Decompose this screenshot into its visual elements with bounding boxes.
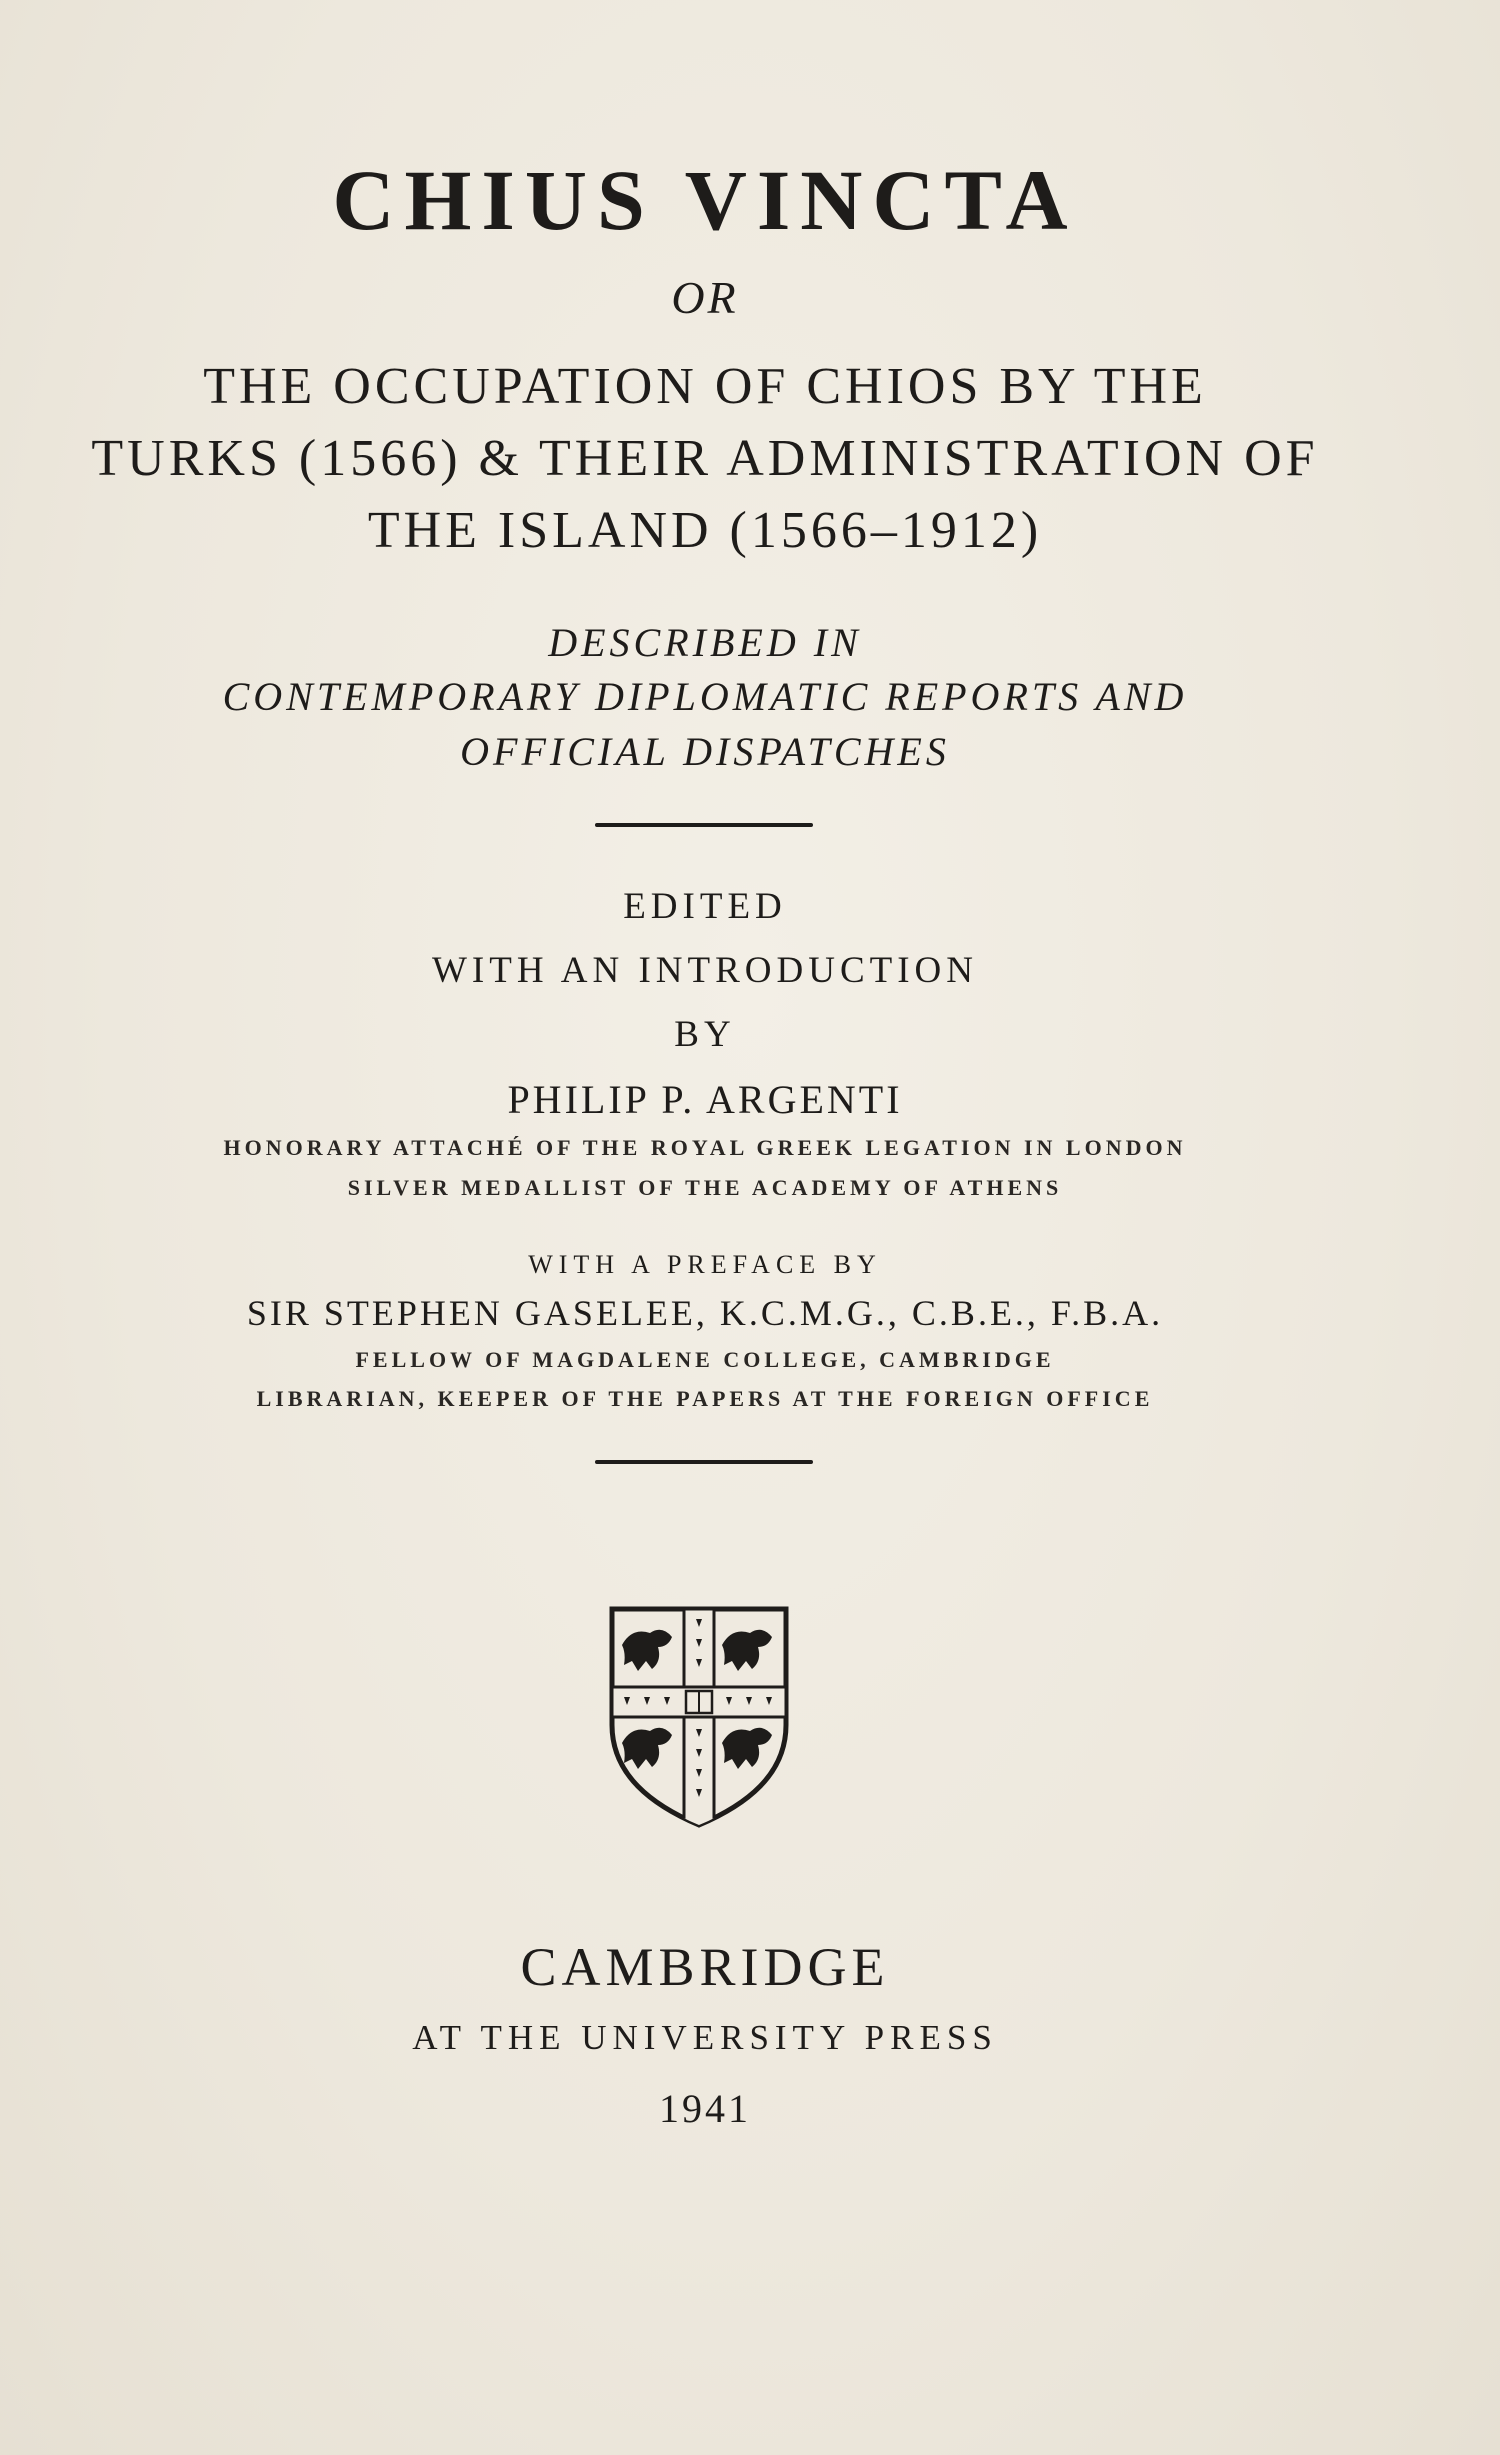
edited-label: EDITED bbox=[623, 886, 787, 927]
book-title: CHIUS VINCTA bbox=[332, 152, 1078, 248]
university-arms-icon bbox=[606, 1605, 792, 1829]
imprint-press: AT THE UNIVERSITY PRESS bbox=[412, 2018, 998, 2057]
title-conjunction: OR bbox=[671, 272, 739, 323]
editor-affiliation-1: HONORARY ATTACHÉ OF THE ROYAL GREEK LEGATION IN LONDON bbox=[223, 1135, 1187, 1160]
imprint-year: 1941 bbox=[659, 2086, 751, 2131]
preface-label: WITH A PREFACE BY bbox=[528, 1250, 882, 1279]
description-line-3: OFFICIAL DISPATCHES bbox=[460, 729, 950, 774]
subtitle-line-3: THE ISLAND (1566–1912) bbox=[367, 502, 1043, 559]
introduction-label: WITH AN INTRODUCTION bbox=[432, 950, 978, 991]
ornamental-rule-top bbox=[595, 823, 813, 827]
preface-affiliation-1: FELLOW OF MAGDALENE COLLEGE, CAMBRIDGE bbox=[355, 1347, 1055, 1372]
editor-name: PHILIP P. ARGENTI bbox=[507, 1077, 903, 1122]
preface-author: SIR STEPHEN GASELEE, K.C.M.G., C.B.E., F.B.A. bbox=[246, 1293, 1164, 1333]
description-line-1: DESCRIBED IN bbox=[548, 620, 862, 665]
subtitle-line-1: THE OCCUPATION OF CHIOS BY THE bbox=[203, 358, 1207, 415]
description-line-2: CONTEMPORARY DIPLOMATIC REPORTS AND bbox=[222, 674, 1188, 719]
preface-affiliation-2: LIBRARIAN, KEEPER OF THE PAPERS AT THE FOREIGN OFFICE bbox=[256, 1386, 1154, 1411]
imprint-city: CAMBRIDGE bbox=[520, 1937, 890, 1997]
subtitle-line-2: TURKS (1566) & THEIR ADMINISTRATION OF bbox=[91, 430, 1319, 487]
by-label: BY bbox=[674, 1014, 736, 1055]
editor-affiliation-2: SILVER MEDALLIST OF THE ACADEMY OF ATHENS bbox=[347, 1175, 1063, 1200]
ornamental-rule-bottom bbox=[595, 1460, 813, 1464]
